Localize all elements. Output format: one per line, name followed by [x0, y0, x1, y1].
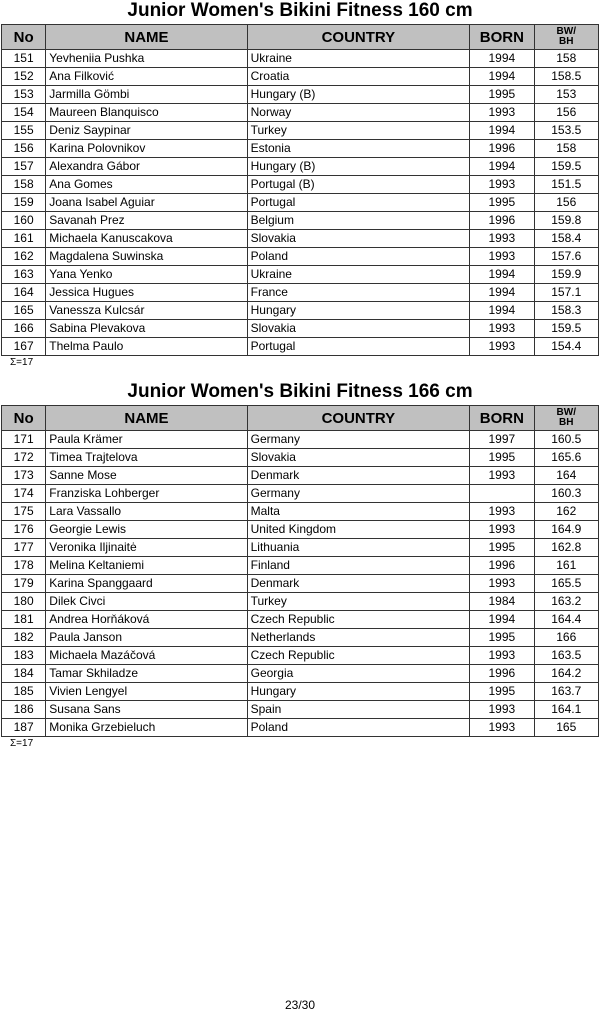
- table-row: [2, 176, 599, 194]
- table-row: [2, 338, 599, 356]
- header-bw-line2: BH: [559, 36, 574, 47]
- cell-born: 1993: [470, 320, 534, 338]
- cell-born: 1994: [470, 302, 534, 320]
- cell-name: Ana Gomes: [46, 176, 247, 194]
- cell-no: 163: [2, 266, 46, 284]
- cell-country: Hungary: [247, 302, 469, 320]
- cell-country: France: [247, 284, 469, 302]
- cell-no: 177: [2, 539, 46, 557]
- cell-born: 1994: [470, 50, 534, 68]
- cell-no: 164: [2, 284, 46, 302]
- cell-born: 1993: [470, 701, 534, 719]
- cell-no: 162: [2, 248, 46, 266]
- cell-country: Croatia: [247, 68, 469, 86]
- header-born: BORN: [470, 25, 534, 50]
- cell-country: Portugal (B): [247, 176, 469, 194]
- cell-born: [470, 485, 534, 503]
- table-row: [2, 230, 599, 248]
- table-row: [2, 719, 599, 737]
- table-row: [2, 140, 599, 158]
- cell-born: 1994: [470, 158, 534, 176]
- table-row: [2, 593, 599, 611]
- table-row: [2, 158, 599, 176]
- cell-country: Hungary (B): [247, 86, 469, 104]
- cell-name: Karina Polovnikov: [46, 140, 247, 158]
- cell-country: Netherlands: [247, 629, 469, 647]
- cell-bw-bh: 163.2: [534, 593, 598, 611]
- cell-no: 160: [2, 212, 46, 230]
- table-row: [2, 320, 599, 338]
- cell-bw-bh: 165.5: [534, 575, 598, 593]
- table-row: [2, 683, 599, 701]
- cell-no: 181: [2, 611, 46, 629]
- cell-born: 1996: [470, 140, 534, 158]
- cell-bw-bh: 153.5: [534, 122, 598, 140]
- cell-no: 184: [2, 665, 46, 683]
- cell-born: 1993: [470, 176, 534, 194]
- cell-bw-bh: 160.3: [534, 485, 598, 503]
- header-name: NAME: [46, 406, 247, 431]
- cell-bw-bh: 151.5: [534, 176, 598, 194]
- cell-no: 153: [2, 86, 46, 104]
- cell-name: Ana Filković: [46, 68, 247, 86]
- cell-no: 175: [2, 503, 46, 521]
- cell-no: 159: [2, 194, 46, 212]
- cell-bw-bh: 157.1: [534, 284, 598, 302]
- cell-born: 1993: [470, 647, 534, 665]
- header-bw-line1: BW/: [556, 407, 576, 418]
- cell-bw-bh: 160.5: [534, 431, 598, 449]
- cell-name: Vanessza Kulcsár: [46, 302, 247, 320]
- cell-name: Yana Yenko: [46, 266, 247, 284]
- cell-no: 185: [2, 683, 46, 701]
- cell-bw-bh: 159.9: [534, 266, 598, 284]
- cell-name: Lara Vassallo: [46, 503, 247, 521]
- cell-no: 183: [2, 647, 46, 665]
- cell-born: 1995: [470, 449, 534, 467]
- cell-no: 158: [2, 176, 46, 194]
- cell-name: Alexandra Gábor: [46, 158, 247, 176]
- cell-name: Joana Isabel Aguiar: [46, 194, 247, 212]
- cell-no: 172: [2, 449, 46, 467]
- cell-name: Jessica Hugues: [46, 284, 247, 302]
- cell-born: 1993: [470, 104, 534, 122]
- cell-country: Portugal: [247, 194, 469, 212]
- cell-bw-bh: 164.2: [534, 665, 598, 683]
- cell-bw-bh: 164.4: [534, 611, 598, 629]
- cell-bw-bh: 162.8: [534, 539, 598, 557]
- table-row: [2, 665, 599, 683]
- cell-country: Germany: [247, 431, 469, 449]
- table-row: [2, 302, 599, 320]
- cell-no: 176: [2, 521, 46, 539]
- cell-bw-bh: 156: [534, 194, 598, 212]
- cell-born: 1993: [470, 338, 534, 356]
- section-title: Junior Women's Bikini Fitness 160 cm: [127, 0, 473, 21]
- table-row: [2, 284, 599, 302]
- cell-country: Lithuania: [247, 539, 469, 557]
- cell-bw-bh: 165: [534, 719, 598, 737]
- table-row: [2, 701, 599, 719]
- table-row: [2, 68, 599, 86]
- cell-name: Yevheniia Pushka: [46, 50, 247, 68]
- table-row: [2, 629, 599, 647]
- cell-name: Veronika Iljinaitė: [46, 539, 247, 557]
- cell-country: Turkey: [247, 122, 469, 140]
- cell-born: 1996: [470, 557, 534, 575]
- cell-bw-bh: 153: [534, 86, 598, 104]
- cell-born: 1994: [470, 284, 534, 302]
- cell-name: Timea Trajtelova: [46, 449, 247, 467]
- cell-bw-bh: 156: [534, 104, 598, 122]
- header-name: NAME: [46, 25, 247, 50]
- cell-country: Denmark: [247, 575, 469, 593]
- cell-no: 151: [2, 50, 46, 68]
- cell-name: Melina Keltaniemi: [46, 557, 247, 575]
- cell-name: Magdalena Suwinska: [46, 248, 247, 266]
- cell-country: Slovakia: [247, 449, 469, 467]
- table-row: [2, 557, 599, 575]
- cell-name: Sanne Mose: [46, 467, 247, 485]
- cell-country: Portugal: [247, 338, 469, 356]
- cell-bw-bh: 161: [534, 557, 598, 575]
- cell-name: Susana Sans: [46, 701, 247, 719]
- cell-name: Deniz Saypinar: [46, 122, 247, 140]
- table-header-row: [2, 25, 599, 50]
- cell-name: Karina Spanggaard: [46, 575, 247, 593]
- competitor-table: [1, 405, 599, 737]
- cell-no: 180: [2, 593, 46, 611]
- table-row: [2, 539, 599, 557]
- cell-country: Malta: [247, 503, 469, 521]
- cell-no: 187: [2, 719, 46, 737]
- cell-name: Paula Janson: [46, 629, 247, 647]
- table-row: [2, 431, 599, 449]
- cell-name: Thelma Paulo: [46, 338, 247, 356]
- cell-country: Georgia: [247, 665, 469, 683]
- cell-name: Sabina Plevakova: [46, 320, 247, 338]
- cell-no: 179: [2, 575, 46, 593]
- table-row: [2, 485, 599, 503]
- cell-country: Hungary: [247, 683, 469, 701]
- cell-born: 1995: [470, 194, 534, 212]
- cell-name: Maureen Blanquisco: [46, 104, 247, 122]
- cell-born: 1994: [470, 122, 534, 140]
- table-row: [2, 248, 599, 266]
- header-no: No: [2, 25, 46, 50]
- competitor-count: Σ=17: [10, 357, 34, 368]
- section-title: Junior Women's Bikini Fitness 166 cm: [127, 381, 473, 402]
- table-header-row: [2, 406, 599, 431]
- cell-bw-bh: 158.3: [534, 302, 598, 320]
- cell-born: 1994: [470, 611, 534, 629]
- cell-no: 174: [2, 485, 46, 503]
- table-row: [2, 467, 599, 485]
- table-body: [2, 50, 599, 356]
- cell-bw-bh: 159.8: [534, 212, 598, 230]
- cell-country: Estonia: [247, 140, 469, 158]
- cell-bw-bh: 164: [534, 467, 598, 485]
- cell-bw-bh: 154.4: [534, 338, 598, 356]
- cell-no: 186: [2, 701, 46, 719]
- cell-country: Denmark: [247, 467, 469, 485]
- table-row: [2, 86, 599, 104]
- competitor-table: [1, 24, 599, 356]
- cell-bw-bh: 158.4: [534, 230, 598, 248]
- cell-born: 1995: [470, 86, 534, 104]
- cell-name: Savanah Prez: [46, 212, 247, 230]
- table-row: [2, 449, 599, 467]
- cell-born: 1994: [470, 68, 534, 86]
- header-no: No: [2, 406, 46, 431]
- cell-bw-bh: 162: [534, 503, 598, 521]
- cell-no: 167: [2, 338, 46, 356]
- header-born: BORN: [470, 406, 534, 431]
- cell-born: 1995: [470, 629, 534, 647]
- cell-name: Franziska Lohberger: [46, 485, 247, 503]
- cell-no: 155: [2, 122, 46, 140]
- cell-no: 171: [2, 431, 46, 449]
- table-row: [2, 194, 599, 212]
- cell-born: 1993: [470, 248, 534, 266]
- cell-born: 1993: [470, 575, 534, 593]
- cell-name: Monika Grzebieluch: [46, 719, 247, 737]
- header-bw-line2: BH: [559, 417, 574, 428]
- cell-country: Ukraine: [247, 266, 469, 284]
- table-row: [2, 212, 599, 230]
- cell-name: Vivien Lengyel: [46, 683, 247, 701]
- cell-no: 154: [2, 104, 46, 122]
- table-row: [2, 575, 599, 593]
- section-160cm: [0, 0, 600, 370]
- cell-name: Paula Krämer: [46, 431, 247, 449]
- cell-country: Turkey: [247, 593, 469, 611]
- cell-born: 1993: [470, 230, 534, 248]
- cell-born: 1993: [470, 503, 534, 521]
- cell-name: Jarmilla Gömbi: [46, 86, 247, 104]
- cell-bw-bh: 166: [534, 629, 598, 647]
- cell-bw-bh: 164.9: [534, 521, 598, 539]
- header-bw-line1: BW/: [556, 26, 576, 37]
- cell-born: 1993: [470, 719, 534, 737]
- cell-country: Germany: [247, 485, 469, 503]
- cell-no: 166: [2, 320, 46, 338]
- cell-no: 182: [2, 629, 46, 647]
- table-row: [2, 122, 599, 140]
- cell-country: Czech Republic: [247, 611, 469, 629]
- header-country: COUNTRY: [247, 25, 469, 50]
- table-row: [2, 647, 599, 665]
- cell-born: 1996: [470, 212, 534, 230]
- header-bw-bh: [534, 25, 598, 50]
- cell-born: 1995: [470, 683, 534, 701]
- cell-born: 1997: [470, 431, 534, 449]
- cell-no: 161: [2, 230, 46, 248]
- cell-no: 173: [2, 467, 46, 485]
- cell-bw-bh: 158: [534, 140, 598, 158]
- cell-country: Slovakia: [247, 230, 469, 248]
- cell-country: Czech Republic: [247, 647, 469, 665]
- cell-bw-bh: 158: [534, 50, 598, 68]
- cell-bw-bh: 163.7: [534, 683, 598, 701]
- cell-name: Georgie Lewis: [46, 521, 247, 539]
- cell-no: 165: [2, 302, 46, 320]
- cell-name: Michaela Mazáčová: [46, 647, 247, 665]
- cell-born: 1984: [470, 593, 534, 611]
- cell-country: Ukraine: [247, 50, 469, 68]
- cell-born: 1995: [470, 539, 534, 557]
- cell-born: 1993: [470, 521, 534, 539]
- table-row: [2, 266, 599, 284]
- table-row: [2, 521, 599, 539]
- competitor-count: Σ=17: [10, 738, 34, 749]
- cell-no: 152: [2, 68, 46, 86]
- cell-name: Andrea Horňáková: [46, 611, 247, 629]
- table-row: [2, 104, 599, 122]
- table-row: [2, 503, 599, 521]
- cell-name: Tamar Skhiladze: [46, 665, 247, 683]
- cell-country: Poland: [247, 719, 469, 737]
- cell-country: Slovakia: [247, 320, 469, 338]
- cell-no: 178: [2, 557, 46, 575]
- cell-bw-bh: 163.5: [534, 647, 598, 665]
- header-country: COUNTRY: [247, 406, 469, 431]
- cell-bw-bh: 158.5: [534, 68, 598, 86]
- cell-country: Hungary (B): [247, 158, 469, 176]
- cell-name: Michaela Kanuscakova: [46, 230, 247, 248]
- cell-country: Poland: [247, 248, 469, 266]
- cell-name: Dilek Civci: [46, 593, 247, 611]
- cell-bw-bh: 165.6: [534, 449, 598, 467]
- table-row: [2, 50, 599, 68]
- cell-bw-bh: 159.5: [534, 158, 598, 176]
- cell-born: 1994: [470, 266, 534, 284]
- cell-born: 1996: [470, 665, 534, 683]
- cell-bw-bh: 164.1: [534, 701, 598, 719]
- cell-bw-bh: 157.6: [534, 248, 598, 266]
- cell-born: 1993: [470, 467, 534, 485]
- page-number: 23/30: [284, 998, 316, 1012]
- cell-bw-bh: 159.5: [534, 320, 598, 338]
- cell-no: 157: [2, 158, 46, 176]
- cell-country: Finland: [247, 557, 469, 575]
- cell-country: Belgium: [247, 212, 469, 230]
- cell-country: Norway: [247, 104, 469, 122]
- header-bw-bh: [534, 406, 598, 431]
- table-body: [2, 431, 599, 737]
- cell-no: 156: [2, 140, 46, 158]
- section-166cm: [0, 381, 600, 751]
- table-row: [2, 611, 599, 629]
- cell-country: United Kingdom: [247, 521, 469, 539]
- cell-country: Spain: [247, 701, 469, 719]
